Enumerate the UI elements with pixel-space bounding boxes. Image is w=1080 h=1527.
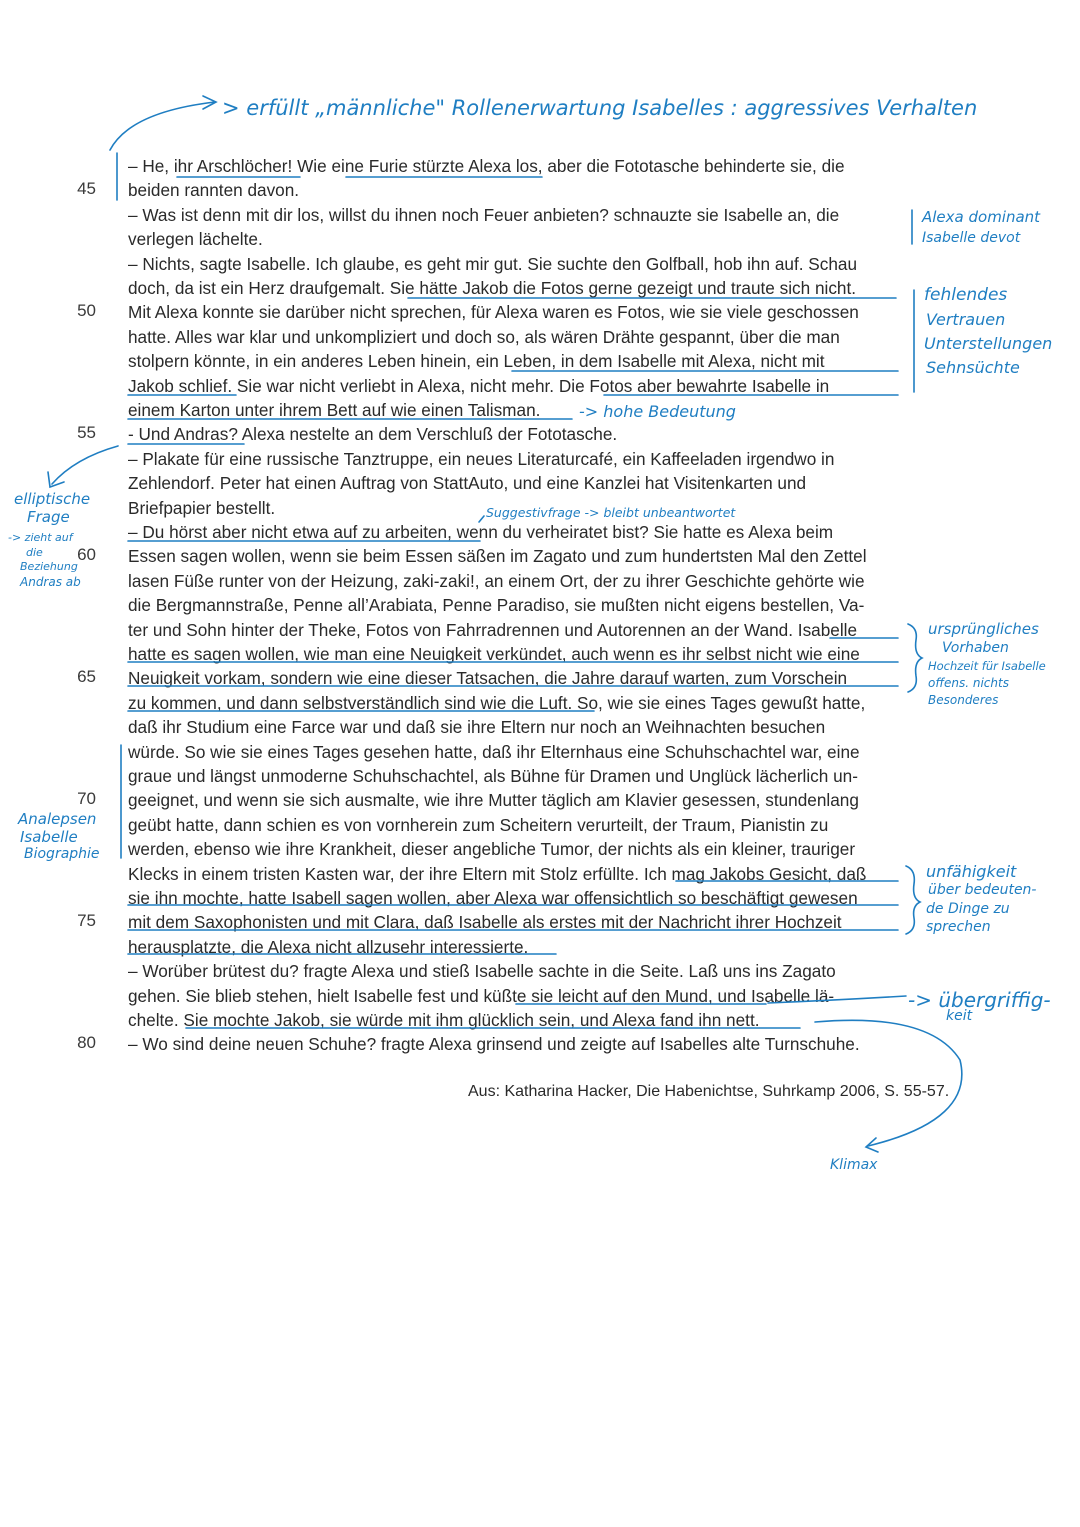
text-line: Neuigkeit vorkam, sondern wie eine dieser Tatsachen, die Jahre darauf warten, zum Vorschein — [128, 668, 848, 689]
text-line: sie ihn mochte, hatte Isabell sagen wollen, aber Alexa war offensichtlich so beschäftigt gewesen — [128, 888, 858, 908]
annotation-klimax: Klimax — [830, 1157, 878, 1173]
annotation-vorhaben: Vorhaben — [942, 640, 1009, 656]
text-line: chelte. Sie mochte Jakob, sie würde mit ihm glücklich sein, und Alexa fand ihn nett. — [128, 1010, 760, 1030]
text-line: hatte. Alles war klar und unkompliziert und doch so, als wären Drähte gespannt, über die man — [128, 326, 840, 347]
annotation-andras-ab: Andras ab — [20, 575, 81, 589]
text-line: mit dem Saxophonisten und mit Clara, daß Isabelle als erstes mit der Nachricht ihrer Hochzeit — [128, 912, 842, 933]
annotation-sprechen: sprechen — [926, 919, 991, 935]
annotation-alexa-dominant: Alexa dominant — [922, 208, 1041, 226]
annotation-keit: keit — [946, 1008, 973, 1024]
text-line: Essen sagen wollen, wenn sie beim Essen säßen im Zagato und zum hundertsten Mal den Zettel — [128, 546, 867, 567]
text-line: einem Karton unter ihrem Bett auf wie einen Talisman. — [128, 400, 541, 420]
text-line: – Plakate für eine russische Tanztruppe, ein neues Literaturcafé, ein Kaffeeladen irgendwo in — [128, 448, 835, 469]
annotation-frage: Frage — [27, 508, 70, 526]
annotation-suggestivfrage: Suggestivfrage -> bleibt unbeantwortet — [486, 505, 736, 520]
line-number-65: 65 — [77, 667, 96, 686]
annotation-offens-nichts: offens. nichts — [928, 676, 1009, 690]
text-line: – He, ihr Arschlöcher! Wie eine Furie stürzte Alexa los, aber die Fototasche behinderte sie, die — [128, 156, 845, 176]
text-line: werden, ebenso wie ihre Krankheit, dieser angebliche Tumor, der nichts als ein kleiner, trauriger — [128, 839, 856, 860]
annotation-die: die — [26, 546, 43, 559]
annotation-sehnsuechte: Sehnsüchte — [926, 358, 1020, 377]
line-number-55: 55 — [77, 423, 96, 442]
annotation-ueber-bedeuten: über bedeuten- — [928, 882, 1037, 898]
text-line: – Was ist denn mit dir los, willst du ihnen noch Feuer anbieten? schnauzte sie Isabelle an, die — [128, 204, 840, 225]
text-line: daß ihr Studium eine Farce war und daß sie ihre Eltern nur noch an Weihnachten besuchen — [128, 717, 826, 738]
text-line: Briefpapier bestellt. — [128, 497, 276, 518]
text-line: beiden rannten davon. — [128, 180, 300, 201]
text-line: – Wo sind deine neuen Schuhe? fragte Alexa grinsend und zeigte auf Isabelles alte Turnschuhe. — [128, 1034, 860, 1055]
annotation-top-rollenerwartung: > erfüllt „männliche" Rollenerwartung Isabelles : aggressives Verhalten — [222, 96, 978, 120]
annotation-elliptische: elliptische — [14, 490, 91, 508]
annotation-beziehung: Beziehung — [20, 560, 78, 573]
text-line: lasen Füße runter von der Heizung, zaki-zaki!, an einem Ort, der zu ihrer Geschichte gehörte wie — [128, 570, 865, 591]
annotation-unfaehigkeit: unfähigkeit — [926, 862, 1017, 881]
line-number-50: 50 — [77, 301, 96, 320]
annotation-isabelle: Isabelle — [20, 828, 78, 846]
line-number-60: 60 — [77, 545, 96, 564]
text-line: verlegen lächelte. — [128, 229, 263, 250]
text-line: geeignet, und wenn sie sich ausmalte, wie ihre Mutter täglich am Klavier gesessen, stundenlang — [128, 790, 859, 811]
annotation-vertrauen: Vertrauen — [926, 310, 1006, 329]
text-line: Klecks in einem tristen Kasten war, der ihre Eltern mit Stolz erfüllte. Ich mag Jakobs Gesicht, daß — [128, 863, 867, 884]
line-number-70: 70 — [77, 789, 96, 808]
text-line: Jakob schlief. Sie war nicht verliebt in Alexa, nicht mehr. Die Fotos aber bewahrte Isabelle in — [128, 375, 830, 396]
annotation-hochzeit: Hochzeit für Isabelle — [928, 659, 1046, 673]
annotation-besonderes: Besonderes — [928, 693, 999, 707]
text-line: geübt hatte, dann schien es von vornherein zum Scheitern verurteilt, der Traum, Pianistin zu — [128, 814, 829, 835]
text-line: – Du hörst aber nicht etwa auf zu arbeiten, wenn du verheiratet bist? Sie hatte es Alexa beim — [128, 522, 834, 542]
annotation-isabelle-devot: Isabelle devot — [922, 230, 1021, 246]
line-number-45: 45 — [77, 179, 96, 198]
text-line: Zehlendorf. Peter hat einen Auftrag von StattAuto, und eine Kanzlei hat Visitenkarten und — [128, 473, 807, 494]
annotation-hohe-bedeutung: -> hohe Bedeutung — [579, 402, 736, 421]
text-line: herausplatzte, die Alexa nicht allzusehr interessierte. — [128, 936, 529, 957]
text-line: würde. So wie sie eines Tages gesehen hatte, daß ihr Elternhaus eine Schuhschachtel war, eine — [128, 741, 860, 762]
text-line: stolpern könnte, in ein anderes Leben hinein, ein Leben, in dem Isabelle mit Alexa, nicht mit — [128, 351, 825, 372]
text-line: - Und Andras? Alexa nestelte an dem Verschluß der Fototasche. — [128, 424, 618, 445]
text-line: – Worüber brütest du? fragte Alexa und stieß Isabelle sachte in die Seite. Laß uns ins Zagato — [128, 961, 836, 982]
source-citation: Aus: Katharina Hacker, Die Habenichtse, Suhrkamp 2006, S. 55-57. — [468, 1083, 950, 1100]
annotation-analepsen: Analepsen — [18, 810, 97, 828]
text-line: hatte es sagen wollen, wie man eine Neuigkeit verkündet, auch wenn es ihr selbst nicht wie eine — [128, 644, 860, 664]
text-line: – Nichts, sagte Isabelle. Ich glaube, es geht mir gut. Sie suchte den Golfball, hob ihn auf. Schau — [128, 253, 858, 274]
text-line: graue und längst unmoderne Schuhschachtel, als Bühne für Dramen und Unglück lächerlich un- — [128, 766, 858, 786]
text-line: ter und Sohn hinter der Theke, Fotos von Fahrradrennen und Autorennen an der Wand. Isabelle — [128, 619, 858, 640]
line-number-80: 80 — [77, 1033, 96, 1052]
annotation-unterstellungen: Unterstellungen — [924, 334, 1053, 353]
text-line: Mit Alexa konnte sie darüber nicht sprechen, für Alexa waren es Fotos, wie sie viele geschossen — [128, 302, 859, 323]
annotation-biographie: Biographie — [24, 846, 100, 862]
annotation-urspruengliches: ursprüngliches — [928, 620, 1039, 638]
line-number-75: 75 — [77, 911, 96, 930]
text-line: die Bergmannstraße, Penne all’Arabiata, Penne Paradiso, sie mußten nicht eigens bestellen, Va- — [128, 595, 865, 616]
annotation-fehlendes: fehlendes — [924, 285, 1008, 305]
annotation-de-dinge-zu: de Dinge zu — [926, 901, 1010, 917]
annotation-zieht-auf: -> zieht auf — [8, 531, 73, 544]
text-line: gehen. Sie blieb stehen, hielt Isabelle fest und küßte sie leicht auf den Mund, und Isabelle lä- — [128, 985, 835, 1006]
text-line: doch, da ist ein Herz draufgemalt. Sie hätte Jakob die Fotos gerne gezeigt und traute sich nicht. — [128, 278, 857, 298]
annotation-uebergriffig: -> übergriffig- — [908, 988, 1051, 1012]
text-line: zu kommen, und dann selbstverständlich sind wie die Luft. So, wie sie eines Tages gewußt hatte, — [128, 692, 866, 713]
